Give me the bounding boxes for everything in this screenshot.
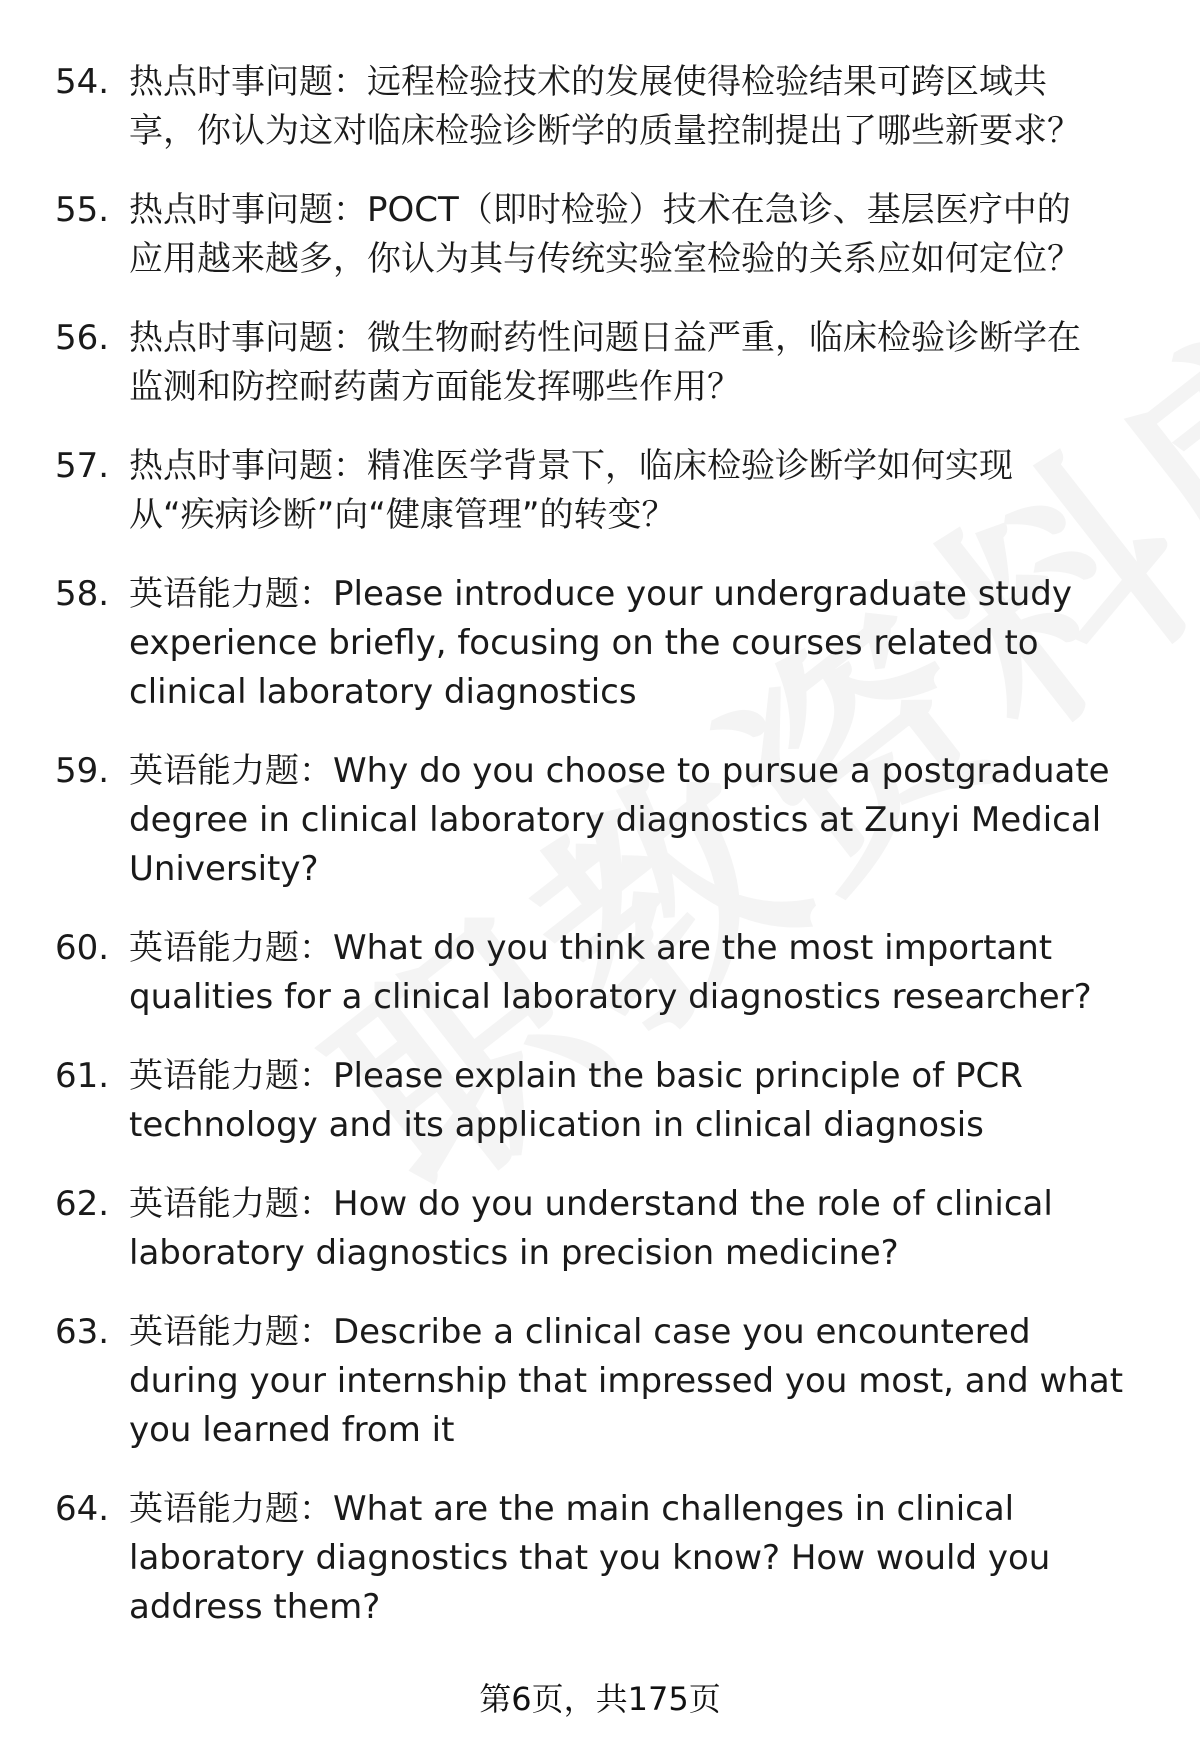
question-item bbox=[55, 314, 1155, 412]
question-line: 从“疾病诊断”向“健康管理”的转变？ bbox=[129, 495, 676, 535]
question-line: 英语能力题：What do you think are the most important bbox=[129, 928, 1053, 968]
question-line: you learned from it bbox=[129, 1410, 455, 1450]
question-line: University? bbox=[129, 849, 319, 889]
question-gap bbox=[55, 156, 1155, 186]
question-line: 享，你认为这对临床检验诊断学的质量控制提出了哪些新要求？ bbox=[129, 111, 1081, 151]
question-item bbox=[55, 570, 1155, 717]
question-line: 英语能力题：Please introduce your undergraduate study bbox=[129, 574, 1073, 614]
question-line: 监测和防控耐药菌方面能发挥哪些作用？ bbox=[129, 367, 741, 407]
question-line: 英语能力题：Why do you choose to pursue a postgraduate bbox=[129, 751, 1110, 791]
question-item bbox=[55, 1180, 1155, 1278]
question-line: qualities for a clinical laboratory diagnostics researcher? bbox=[129, 977, 1092, 1017]
question-line: 应用越来越多，你认为其与传统实验室检验的关系应如何定位？ bbox=[129, 239, 1081, 279]
question-text bbox=[129, 747, 1155, 894]
question-gap bbox=[55, 1278, 1155, 1308]
question-line: degree in clinical laboratory diagnostics at Zunyi Medical bbox=[129, 800, 1102, 840]
question-gap bbox=[55, 1022, 1155, 1052]
question-line: experience briefly, focusing on the courses related to bbox=[129, 623, 1039, 663]
question-line: 英语能力题：Please explain the basic principle of PCR bbox=[129, 1056, 1023, 1096]
question-text bbox=[129, 1308, 1155, 1455]
question-text bbox=[129, 924, 1155, 1022]
question-text bbox=[129, 570, 1155, 717]
question-line: 英语能力题：What are the main challenges in clinical bbox=[129, 1489, 1015, 1529]
question-item bbox=[55, 924, 1155, 1022]
question-line: laboratory diagnostics in precision medicine? bbox=[129, 1233, 899, 1273]
question-gap bbox=[55, 1455, 1155, 1485]
question-number: 57. bbox=[55, 446, 110, 486]
question-item bbox=[55, 186, 1155, 284]
question-text bbox=[129, 186, 1155, 284]
question-gap bbox=[55, 284, 1155, 314]
question-line: during your internship that impressed you most, and what bbox=[129, 1361, 1124, 1401]
question-item bbox=[55, 1308, 1155, 1455]
question-gap bbox=[55, 540, 1155, 570]
question-item bbox=[55, 58, 1155, 156]
question-line: 英语能力题：Describe a clinical case you encountered bbox=[129, 1312, 1031, 1352]
question-gap bbox=[55, 1150, 1155, 1180]
question-number: 61. bbox=[55, 1056, 110, 1096]
question-text bbox=[129, 1052, 1155, 1150]
question-line: 英语能力题：How do you understand the role of clinical bbox=[129, 1184, 1053, 1224]
question-number: 64. bbox=[55, 1489, 110, 1529]
question-line: laboratory diagnostics that you know? How would you bbox=[129, 1538, 1051, 1578]
page-number-label: 第6页，共175页 bbox=[479, 1680, 721, 1718]
question-item bbox=[55, 1052, 1155, 1150]
question-line: technology and its application in clinical diagnosis bbox=[129, 1105, 984, 1145]
question-line: 热点时事问题：精准医学背景下，临床检验诊断学如何实现 bbox=[129, 446, 1013, 486]
question-line: 热点时事问题：微生物耐药性问题日益严重，临床检验诊断学在 bbox=[129, 318, 1081, 358]
question-item bbox=[55, 747, 1155, 894]
question-text bbox=[129, 58, 1155, 156]
question-number: 59. bbox=[55, 751, 110, 791]
question-text bbox=[129, 1485, 1155, 1632]
question-item bbox=[55, 1485, 1155, 1632]
question-number: 54. bbox=[55, 62, 110, 102]
question-number: 63. bbox=[55, 1312, 110, 1352]
question-text bbox=[129, 1180, 1155, 1278]
question-number: 60. bbox=[55, 928, 110, 968]
question-list bbox=[55, 58, 1155, 1632]
question-item bbox=[55, 442, 1155, 540]
page-footer bbox=[0, 1679, 1200, 1719]
question-text bbox=[129, 442, 1155, 540]
question-number: 55. bbox=[55, 190, 110, 230]
question-line: address them? bbox=[129, 1587, 381, 1627]
question-number: 56. bbox=[55, 318, 110, 358]
question-text bbox=[129, 314, 1155, 412]
question-gap bbox=[55, 412, 1155, 442]
question-number: 58. bbox=[55, 574, 110, 614]
question-number: 62. bbox=[55, 1184, 110, 1224]
question-line: 热点时事问题：远程检验技术的发展使得检验结果可跨区域共 bbox=[129, 62, 1047, 102]
question-gap bbox=[55, 894, 1155, 924]
question-line: 热点时事问题：POCT（即时检验）技术在急诊、基层医疗中的 bbox=[129, 190, 1071, 230]
question-line: clinical laboratory diagnostics bbox=[129, 672, 637, 712]
question-gap bbox=[55, 717, 1155, 747]
